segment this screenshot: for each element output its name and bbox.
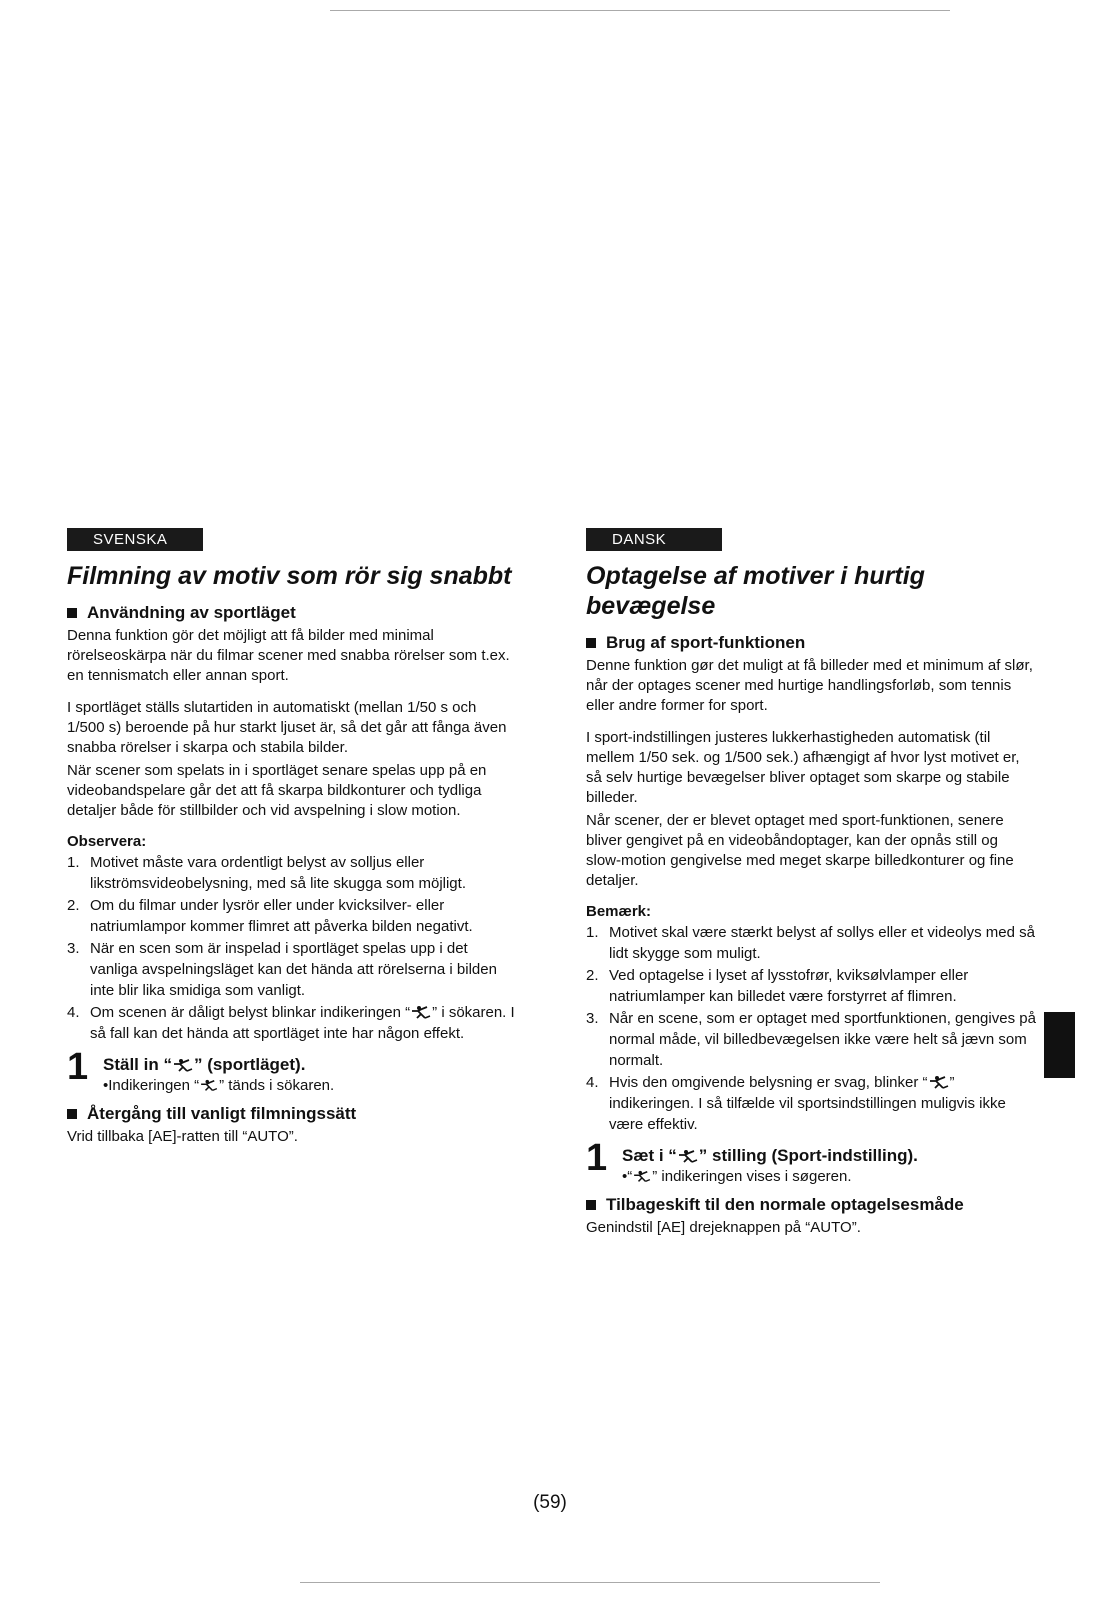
svenska-step-1 xyxy=(67,1046,517,1096)
dansk-section2-heading: Tilbageskift til den normale optagelsesmåde xyxy=(586,1195,1036,1215)
sport-mode-icon xyxy=(172,1058,194,1074)
scan-artifact-top xyxy=(330,10,950,11)
svenska-step-subtext: •Indikeringen “ ” tänds i sökaren. xyxy=(103,1077,335,1094)
svenska-section2-heading: Återgång till vanligt filmningssätt xyxy=(67,1104,517,1124)
dansk-column xyxy=(586,528,1036,1250)
dansk-paragraph-1: Denne funktion gør det muligt at få billeder med et minimum af slør, når der optages scener med hurtige handlingsforløb, som tennis eller andre former for sport. xyxy=(586,657,1033,714)
svenska-title: Filmning av motiv som rör sig snabbt xyxy=(67,562,512,590)
list-item: 4. Hvis den omgivende belysning er svag, blinker “ ” indikeringen. I så tilfælde vil sportsindstillingen muligvis ikke være effektiv. xyxy=(586,1074,1006,1133)
sport-mode-icon xyxy=(632,1170,652,1184)
svenska-section1-heading xyxy=(67,603,517,623)
square-bullet-icon xyxy=(67,608,77,618)
svenska-paragraph-3: När scener som spelats in i sportläget senare spelas upp på en videobandspelare går det att få skarpa bildkonturer och tydliga detaljer både för stillbilder och vid avspelning i slow motion. xyxy=(67,762,487,819)
list-item: 3. Når en scene, som er optaget med sportfunktionen, gengives på normal måde, vil billedbevægelsen ikke være helt så jævn som normalt. xyxy=(586,1010,1036,1069)
square-bullet-icon xyxy=(586,1200,596,1210)
svenska-notes-heading: Observera: xyxy=(67,833,147,850)
dansk-step-text: Sæt i “ ” stilling (Sport-indstilling). xyxy=(622,1146,918,1165)
square-bullet-icon xyxy=(67,1109,77,1119)
dansk-step-1 xyxy=(586,1137,1036,1187)
dansk-notes-list xyxy=(586,922,1036,1135)
svenska-section1-heading-text: Användning av sportläget xyxy=(87,603,296,622)
language-label-dansk: DANSK xyxy=(586,528,722,551)
dansk-notes-heading: Bemærk: xyxy=(586,903,652,920)
step-number: 1 xyxy=(586,1137,608,1179)
dansk-title: Optagelse af motiver i hurtig bevægelse xyxy=(586,562,925,620)
list-item: 2. Ved optagelse i lyset af lysstofrør, kviksølvlamper eller natriumlamper kan billedet være forstyrret af flimren. xyxy=(586,967,969,1005)
sport-mode-icon xyxy=(677,1149,699,1165)
scan-artifact-bottom xyxy=(300,1582,880,1583)
svenska-paragraph-2: I sportläget ställs slutartiden in automatiskt (mellan 1/50 s och 1/500 s) beroende på hur starkt ljuset är, så det går att fånga även snabba rörelser i skarpa och stabila bilder. xyxy=(67,699,507,756)
list-item: 4. Om scenen är dåligt belyst blinkar indikeringen “ ” i sökaren. I så fall kan det hända att sportläget inte har någon effekt. xyxy=(67,1004,515,1042)
dansk-section2-text: Genindstil [AE] drejeknappen på “AUTO”. xyxy=(586,1219,861,1236)
list-item: 2. Om du filmar under lysrör eller under kvicksilver- eller natriumlampor kommer flimret att påverka bilden negativt. xyxy=(67,897,473,935)
dansk-step-subtext: •“ ” indikeringen vises i søgeren. xyxy=(622,1168,852,1185)
language-label-svenska: SVENSKA xyxy=(67,528,203,551)
svenska-paragraph-1: Denna funktion gör det möjligt att få bilder med minimal rörelseoskärpa när du filmar scener med snabba rörelser som t.ex. en tennismatch eller annan sport. xyxy=(67,627,510,684)
svenska-section2-text: Vrid tillbaka [AE]-ratten till “AUTO”. xyxy=(67,1128,298,1145)
sport-mode-icon xyxy=(410,1005,432,1021)
page-number: (59) xyxy=(533,1492,567,1513)
sport-mode-icon xyxy=(928,1075,950,1091)
svenska-column xyxy=(67,528,517,1159)
thumb-index-tab xyxy=(1044,1012,1075,1078)
dansk-paragraph-3: Når scener, der er blevet optaget med sport-funktionen, senere bliver gengivet på en videobåndoptager, kan der opnås still og slow-motion gengivelse med meget skarpe billedkonturer og fine detaljer. xyxy=(586,812,1014,889)
svenska-notes-list xyxy=(67,852,517,1044)
step-number: 1 xyxy=(67,1046,89,1088)
list-item: 1. Motivet skal være stærkt belyst af sollys eller et videolys med så lidt skygge som muligt. xyxy=(586,924,1035,962)
list-item: 1. Motivet måste vara ordentligt belyst av solljus eller likströmsvideobelysning, med så lite skugga som möjligt. xyxy=(67,854,466,892)
svenska-step-text: Ställ in “ ” (sportläget). xyxy=(103,1055,306,1074)
dansk-section1-heading: Brug af sport-funktionen xyxy=(586,633,1036,653)
dansk-paragraph-2: I sport-indstillingen justeres lukkerhastigheden automatisk (til mellem 1/50 sek. og 1/500 sek.) afhængigt af hvor lyst motivet er, så selv hurtige bevægelser bliver optaget som skarpe og stabile billeder. xyxy=(586,729,1020,806)
sport-mode-icon xyxy=(199,1079,219,1093)
list-item: 3. När en scen som är inspelad i sportläget spelas upp i det vanliga avspelningsläget kan det hända att rörelserna i bilden inte blir lika smidiga som vanligt. xyxy=(67,940,497,999)
square-bullet-icon xyxy=(586,638,596,648)
